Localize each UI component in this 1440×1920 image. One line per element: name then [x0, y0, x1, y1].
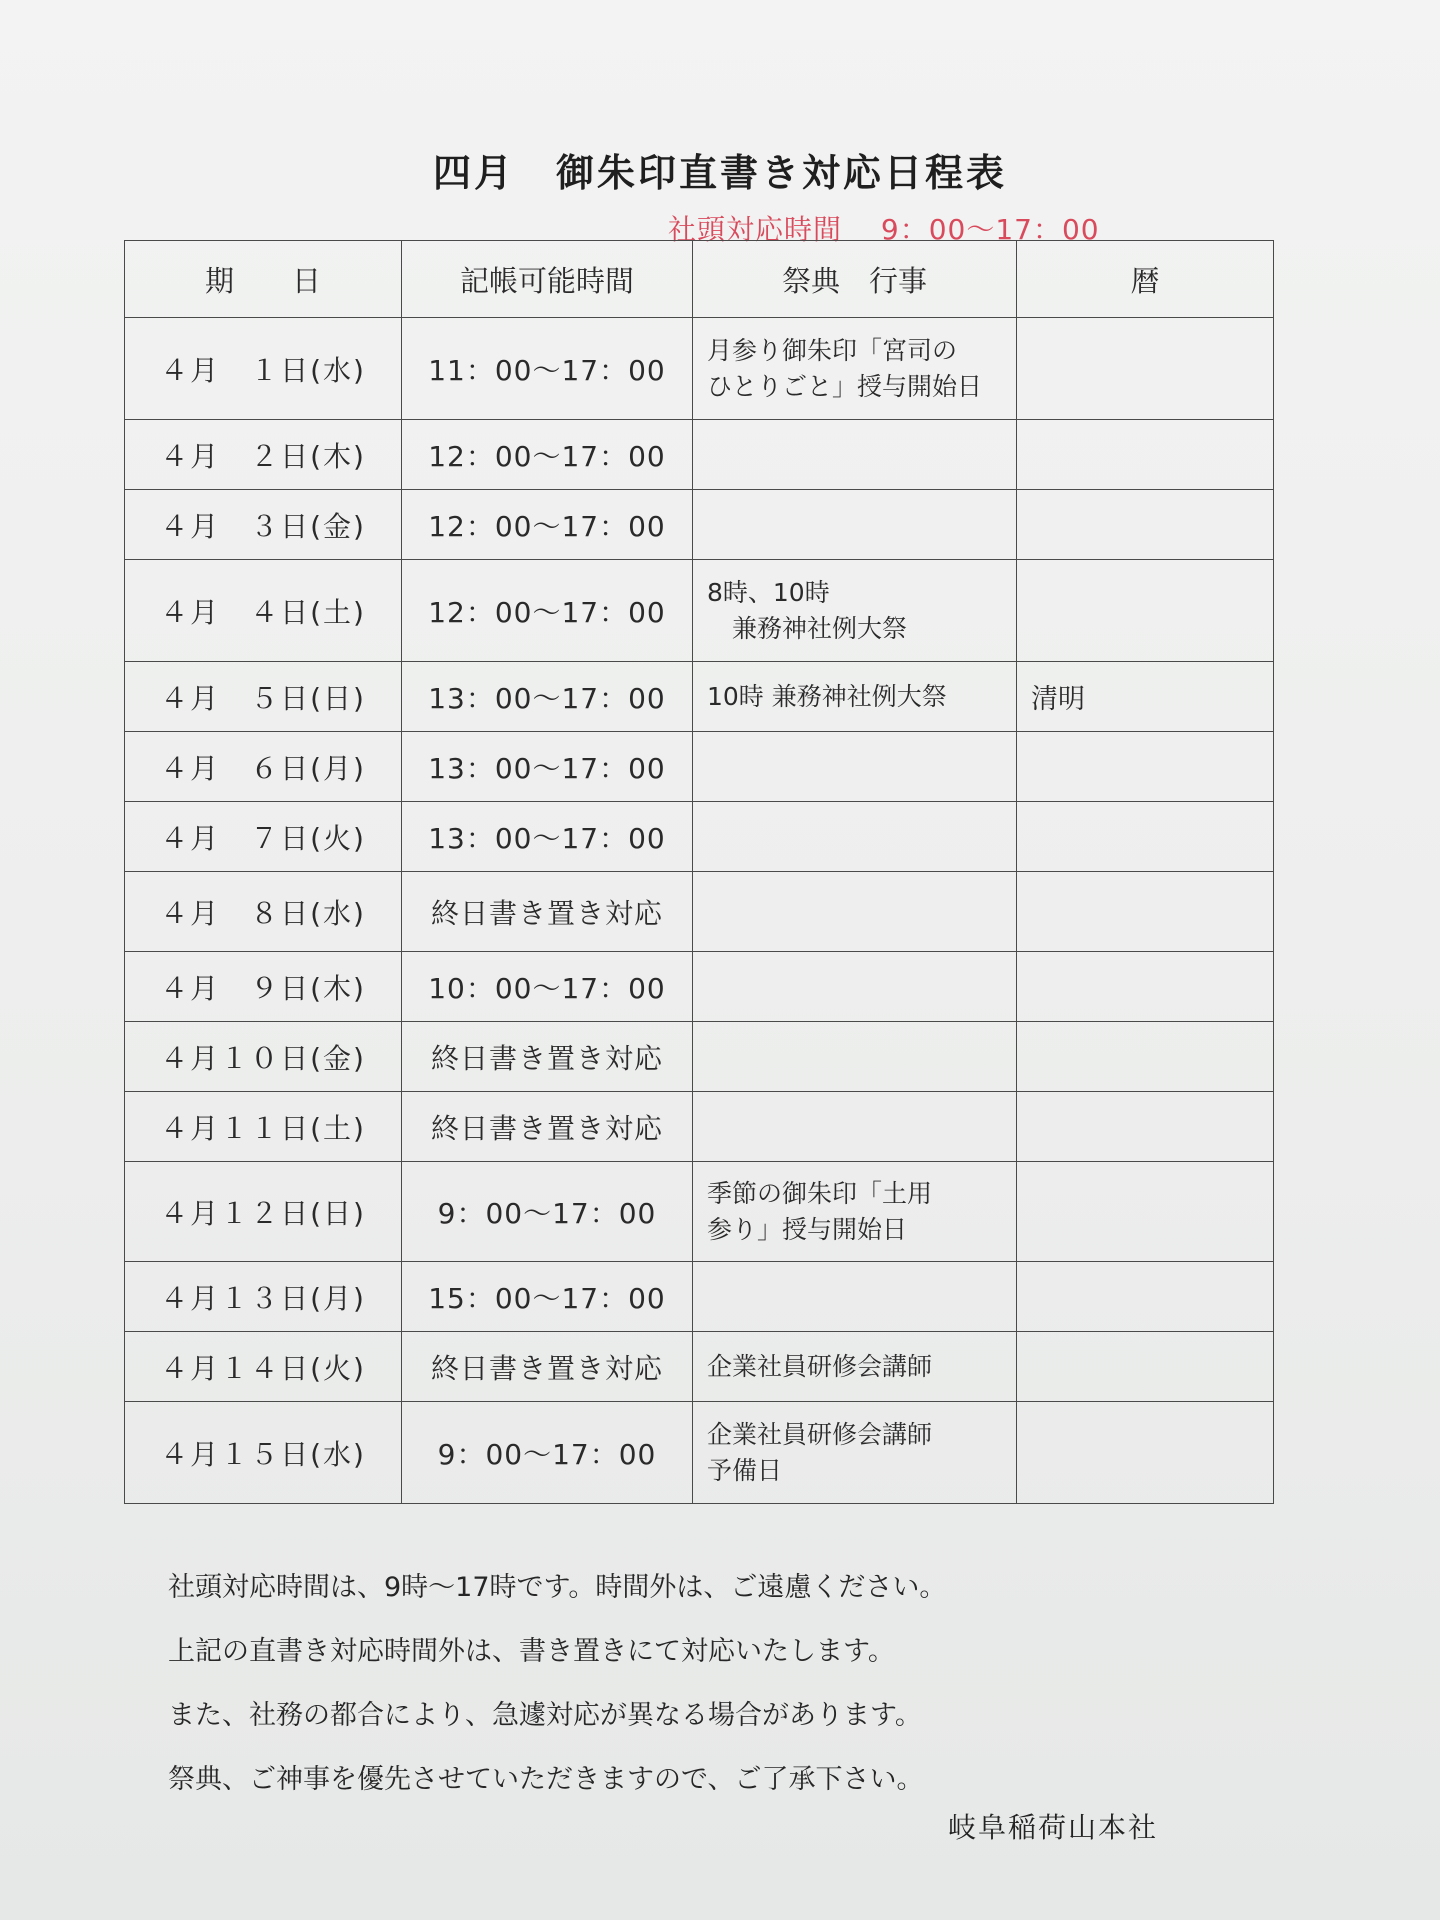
cell-event: [693, 872, 1017, 952]
cell-event: [693, 420, 1017, 490]
cell-date: ４月１３日(月): [125, 1262, 402, 1332]
cell-date: ４月 ３日(金): [125, 490, 402, 560]
cell-date: ４月 ６日(月): [125, 732, 402, 802]
cell-date: ４月 ５日(日): [125, 662, 402, 732]
cell-time: 13：00～17：00: [402, 802, 693, 872]
cell-calendar: [1017, 802, 1274, 872]
cell-event: 企業社員研修会講師: [693, 1332, 1017, 1402]
table-row: [125, 952, 1274, 1022]
header-calendar: 暦: [1017, 241, 1274, 318]
cell-event: [693, 952, 1017, 1022]
cell-calendar: [1017, 872, 1274, 952]
cell-time: 終日書き置き対応: [402, 872, 693, 952]
header-event: 祭典 行事: [693, 241, 1017, 318]
cell-calendar: [1017, 1262, 1274, 1332]
cell-calendar: [1017, 490, 1274, 560]
table-row: [125, 490, 1274, 560]
table-row: [125, 420, 1274, 490]
table-row: [125, 1092, 1274, 1162]
table-row: [125, 872, 1274, 952]
cell-time: 13：00～17：00: [402, 662, 693, 732]
note-line: 祭典、ご神事を優先させていただきますので、ご了承下さい。: [168, 1764, 924, 1795]
cell-event: [693, 1262, 1017, 1332]
schedule-table: [124, 240, 1274, 1504]
cell-date: ４月１５日(水): [125, 1402, 402, 1504]
cell-calendar: [1017, 318, 1274, 420]
cell-date: ４月 ４日(土): [125, 560, 402, 662]
table-row: [125, 1162, 1274, 1262]
table-row: [125, 1332, 1274, 1402]
cell-time: 12：00～17：00: [402, 490, 693, 560]
cell-event: [693, 1092, 1017, 1162]
page-title: 四月 御朱印直書き対応日程表: [432, 151, 1007, 195]
note-line: 社頭対応時間は、9時～17時です。時間外は、ご遠慮ください。: [168, 1572, 947, 1603]
cell-date: ４月１０日(金): [125, 1022, 402, 1092]
table-row: [125, 1402, 1274, 1504]
cell-time: 11：00～17：00: [402, 318, 693, 420]
shrine-signature: 岐阜稲荷山本社: [948, 1811, 1159, 1844]
cell-time: 9：00～17：00: [402, 1162, 693, 1262]
cell-date: ４月 ９日(木): [125, 952, 402, 1022]
cell-time: 終日書き置き対応: [402, 1332, 693, 1402]
cell-calendar: [1017, 420, 1274, 490]
cell-calendar: [1017, 1402, 1274, 1504]
cell-calendar: [1017, 952, 1274, 1022]
table-row: [125, 1262, 1274, 1332]
cell-time: 12：00～17：00: [402, 560, 693, 662]
table-header-row: [125, 241, 1274, 318]
table-row: [125, 318, 1274, 420]
cell-event: [693, 732, 1017, 802]
cell-event: 季節の御朱印「土用 参り」授与開始日: [693, 1162, 1017, 1262]
table-row: [125, 560, 1274, 662]
cell-calendar: [1017, 560, 1274, 662]
cell-event: 月参り御朱印「宮司の ひとりごと」授与開始日: [693, 318, 1017, 420]
cell-date: ４月 ２日(木): [125, 420, 402, 490]
cell-date: ４月 １日(水): [125, 318, 402, 420]
cell-time: 終日書き置き対応: [402, 1092, 693, 1162]
header-time: 記帳可能時間: [402, 241, 693, 318]
cell-date: ４月１１日(土): [125, 1092, 402, 1162]
table-row: [125, 662, 1274, 732]
cell-event: [693, 802, 1017, 872]
cell-event: [693, 490, 1017, 560]
cell-calendar: 清明: [1017, 662, 1274, 732]
cell-calendar: [1017, 1092, 1274, 1162]
cell-event: 企業社員研修会講師 予備日: [693, 1402, 1017, 1504]
cell-time: 15：00～17：00: [402, 1262, 693, 1332]
cell-date: ４月 ８日(水): [125, 872, 402, 952]
cell-event: [693, 1022, 1017, 1092]
table-row: [125, 1022, 1274, 1092]
header-date: 期 日: [125, 241, 402, 318]
cell-time: 10：00～17：00: [402, 952, 693, 1022]
note-line: 上記の直書き対応時間外は、書き置きにて対応いたします。: [168, 1636, 895, 1667]
cell-date: ４月１２日(日): [125, 1162, 402, 1262]
cell-calendar: [1017, 1022, 1274, 1092]
cell-calendar: [1017, 1162, 1274, 1262]
cell-calendar: [1017, 732, 1274, 802]
cell-event: 10時 兼務神社例大祭: [693, 662, 1017, 732]
table-row: [125, 802, 1274, 872]
table-row: [125, 732, 1274, 802]
cell-calendar: [1017, 1332, 1274, 1402]
cell-time: 13：00～17：00: [402, 732, 693, 802]
office-hours-subtitle: 社頭対応時間 9：00～17：00: [668, 213, 1100, 246]
cell-time: 9：00～17：00: [402, 1402, 693, 1504]
cell-date: ４月１４日(火): [125, 1332, 402, 1402]
cell-time: 終日書き置き対応: [402, 1022, 693, 1092]
notes-block: [168, 1556, 1288, 1812]
cell-date: ４月 ７日(火): [125, 802, 402, 872]
note-line: また、社務の都合により、急遽対応が異なる場合があります。: [168, 1700, 922, 1731]
cell-time: 12：00～17：00: [402, 420, 693, 490]
cell-event: 8時、10時 兼務神社例大祭: [693, 560, 1017, 662]
